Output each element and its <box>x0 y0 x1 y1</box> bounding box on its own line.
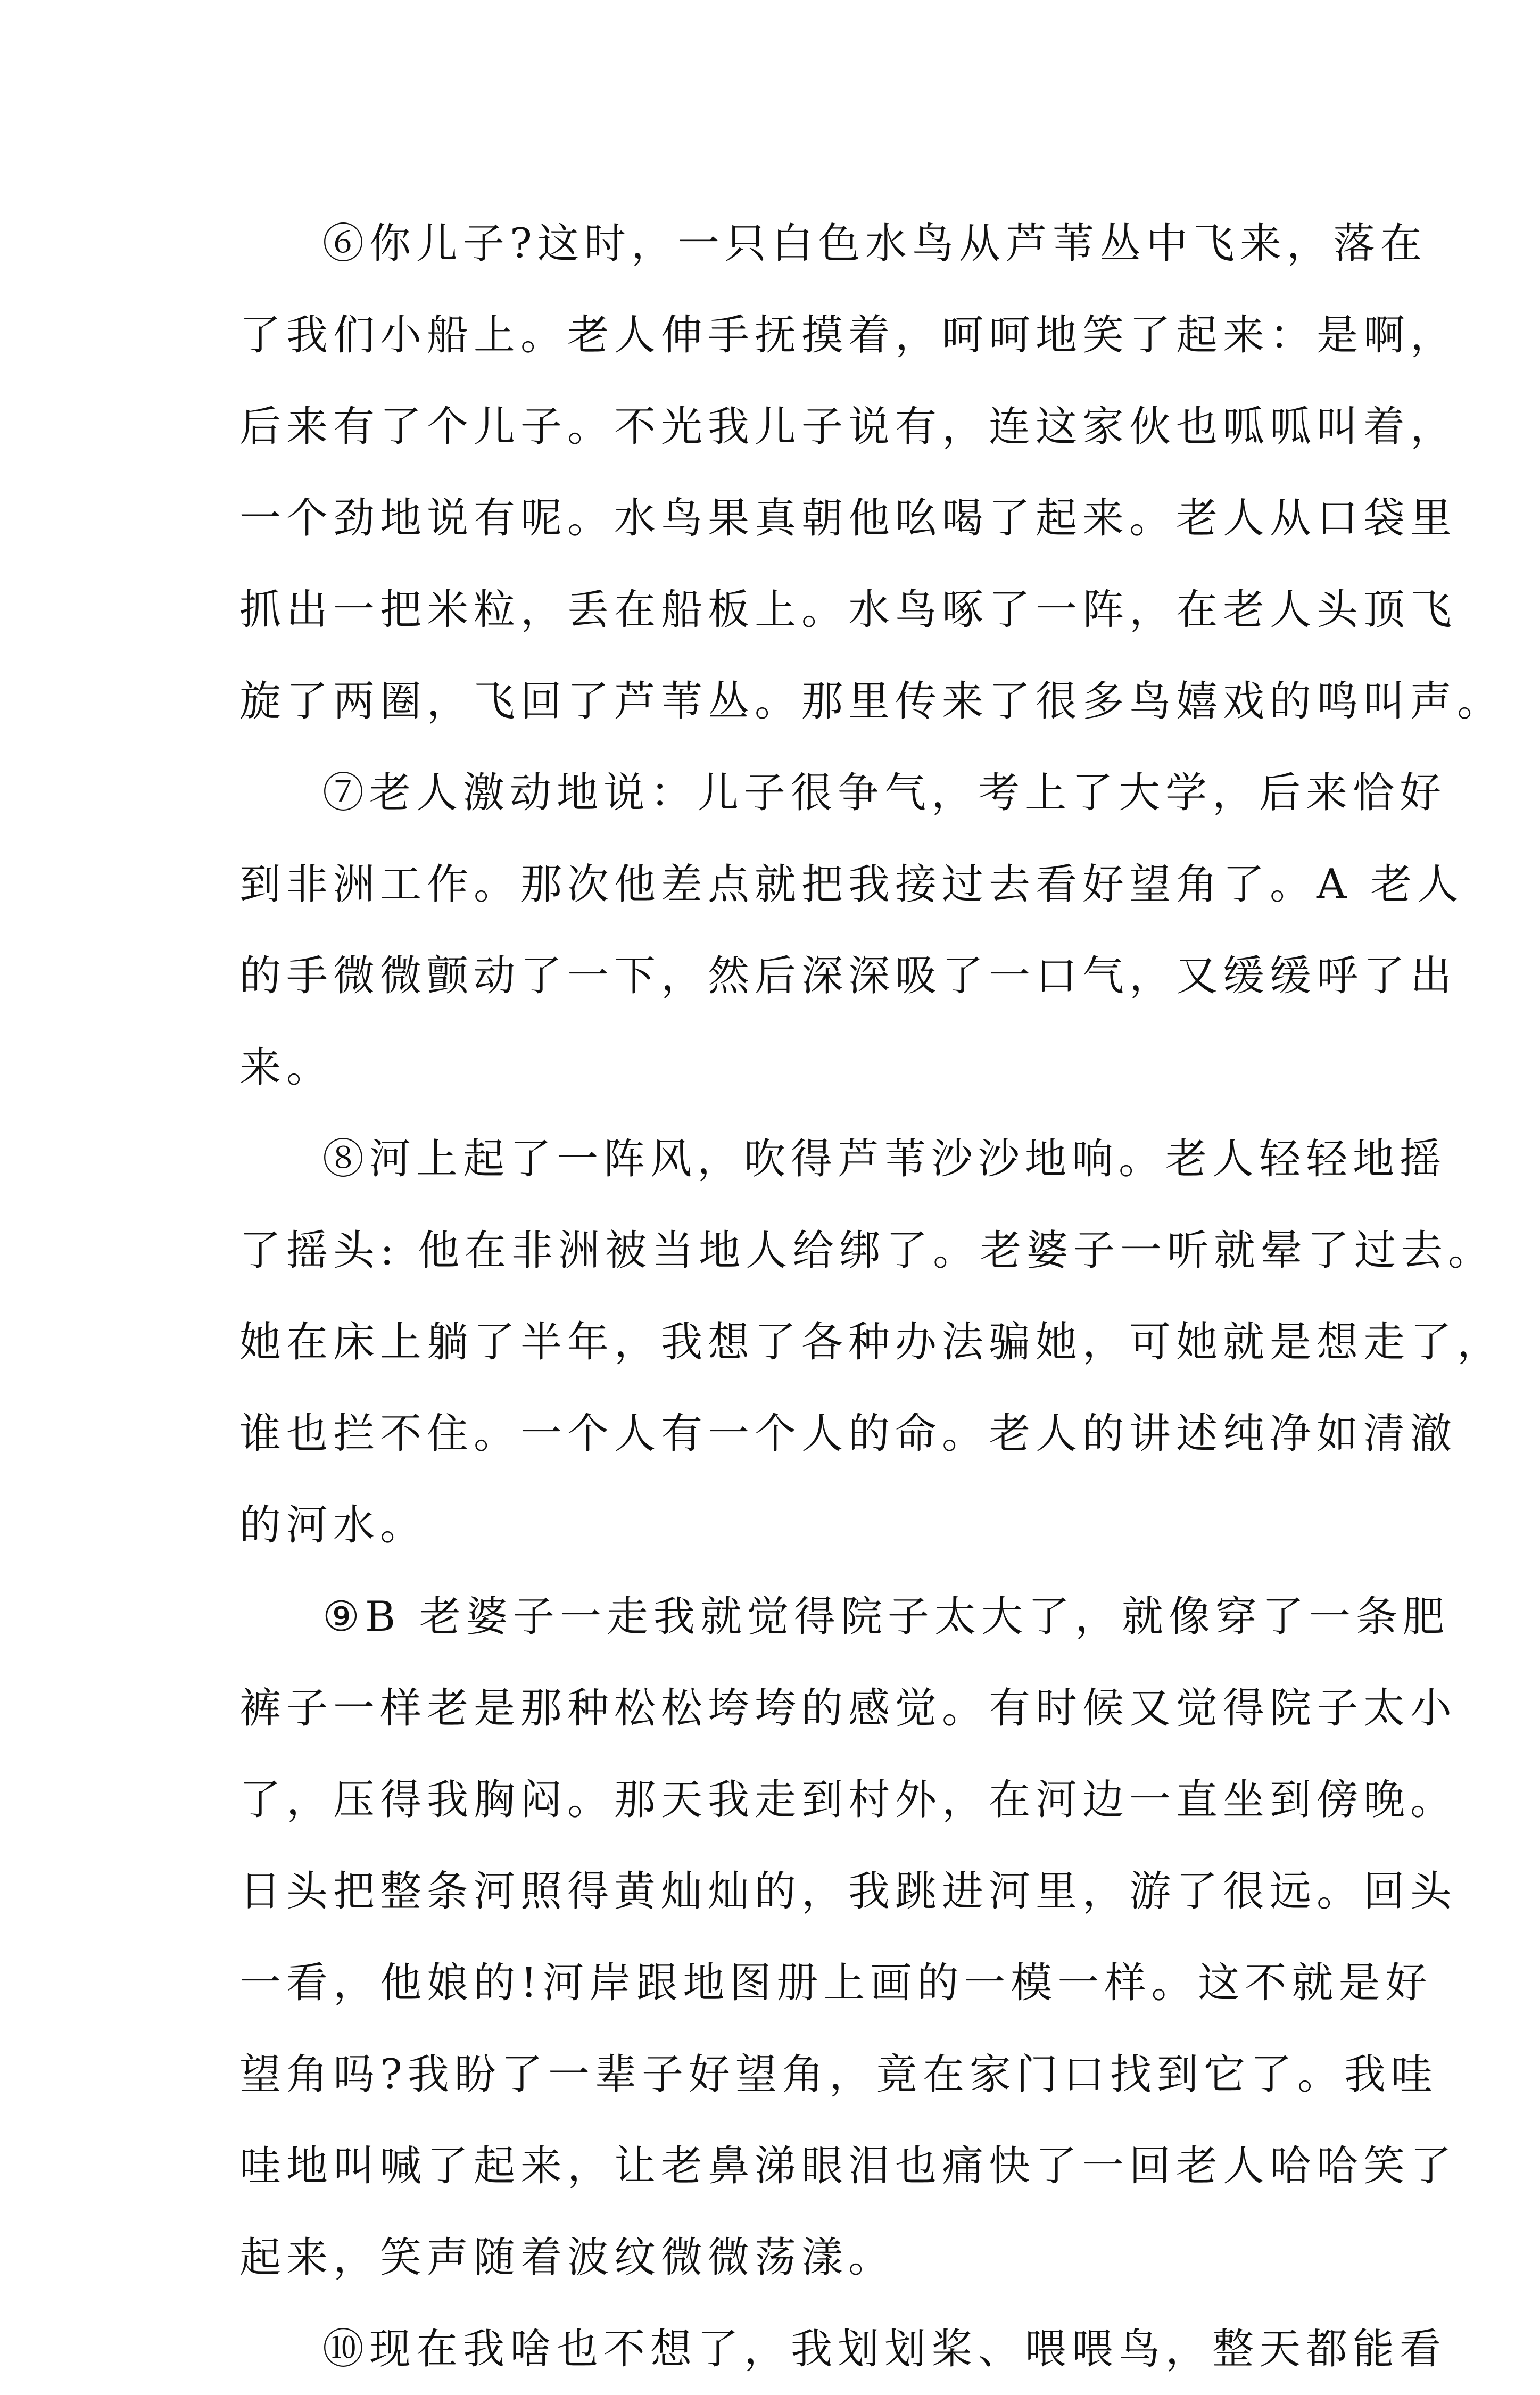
text-line: 旋了两圈，飞回了芦苇丛。那里传来了很多鸟嬉戏的鸣叫声。 <box>239 678 1504 725</box>
text-line: 一看，他娘的!河岸跟地图册上画的一模一样。这不就是好 <box>239 1959 1433 2007</box>
text-line: 她在床上躺了半年，我想了各种办法骗她，可她就是想走了， <box>239 1318 1504 1366</box>
text-line: ⑦老人激动地说：儿子很争气，考上了大学，后来恰好 <box>322 769 1447 817</box>
text-line: 的河水。 <box>239 1501 427 1549</box>
text-line: 后来有了个儿子。不光我儿子说有，连这家伙也呱呱叫着， <box>239 403 1458 451</box>
text-line: 来。 <box>239 1044 334 1092</box>
text-line: ⑩现在我啥也不想了，我划划桨、喂喂鸟，整天都能看 <box>322 2325 1447 2373</box>
text-line: 了摇头: 他在非洲被当地人给绑了。老婆子一听就晕了过去。 <box>239 1227 1495 1275</box>
text-line: 谁也拦不住。一个人有一个人的命。老人的讲述纯净如清澈 <box>239 1410 1458 1458</box>
paragraph-10 <box>239 2303 1447 2395</box>
text-line: 起来，笑声随着波纹微微荡漾。 <box>239 2234 896 2282</box>
paragraph-7 <box>239 747 1464 1113</box>
text-line: ⑥你儿子?这时，一只白色水鸟从芦苇丛中飞来，落在 <box>322 220 1427 268</box>
text-line: 了，压得我胸闷。那天我走到村外，在河边一直坐到傍晚。 <box>239 1776 1458 1824</box>
text-line: ⑧河上起了一阵风，吹得芦苇沙沙地响。老人轻轻地摇 <box>322 1135 1447 1183</box>
text-line: ⑨B 老婆子一走我就觉得院子太大了，就像穿了一条肥 <box>322 1593 1450 1641</box>
text-line: 到非洲工作。那次他差点就把我接过去看好望角了。A 老人 <box>239 861 1464 909</box>
text-line: 了我们小船上。老人伸手抚摸着，呵呵地笑了起来：是啊， <box>239 311 1458 359</box>
text-line: 抓出一把米粒，丢在船板上。水鸟啄了一阵，在老人头顶飞 <box>239 586 1458 634</box>
text-line: 望角吗?我盼了一辈子好望角，竟在家门口找到它了。我哇 <box>239 2051 1438 2099</box>
text-line: 日头把整条河照得黄灿灿的，我跳进河里，游了很远。回头 <box>239 1868 1458 1915</box>
paragraph-8 <box>239 1113 1504 1571</box>
document-body <box>239 198 1504 2395</box>
text-line: 一个劲地说有呢。水鸟果真朝他吆喝了起来。老人从口袋里 <box>239 494 1458 542</box>
text-line: 的手微微颤动了一下，然后深深吸了一口气，又缓缓呼了出 <box>239 952 1458 1000</box>
paragraph-6 <box>239 198 1504 747</box>
paragraph-9 <box>239 1571 1458 2303</box>
text-line: 哇地叫喊了起来，让老鼻涕眼泪也痛快了一回老人哈哈笑了 <box>239 2142 1458 2190</box>
text-line: 裤子一样老是那种松松垮垮的感觉。有时候又觉得院子太小 <box>239 1684 1458 1732</box>
